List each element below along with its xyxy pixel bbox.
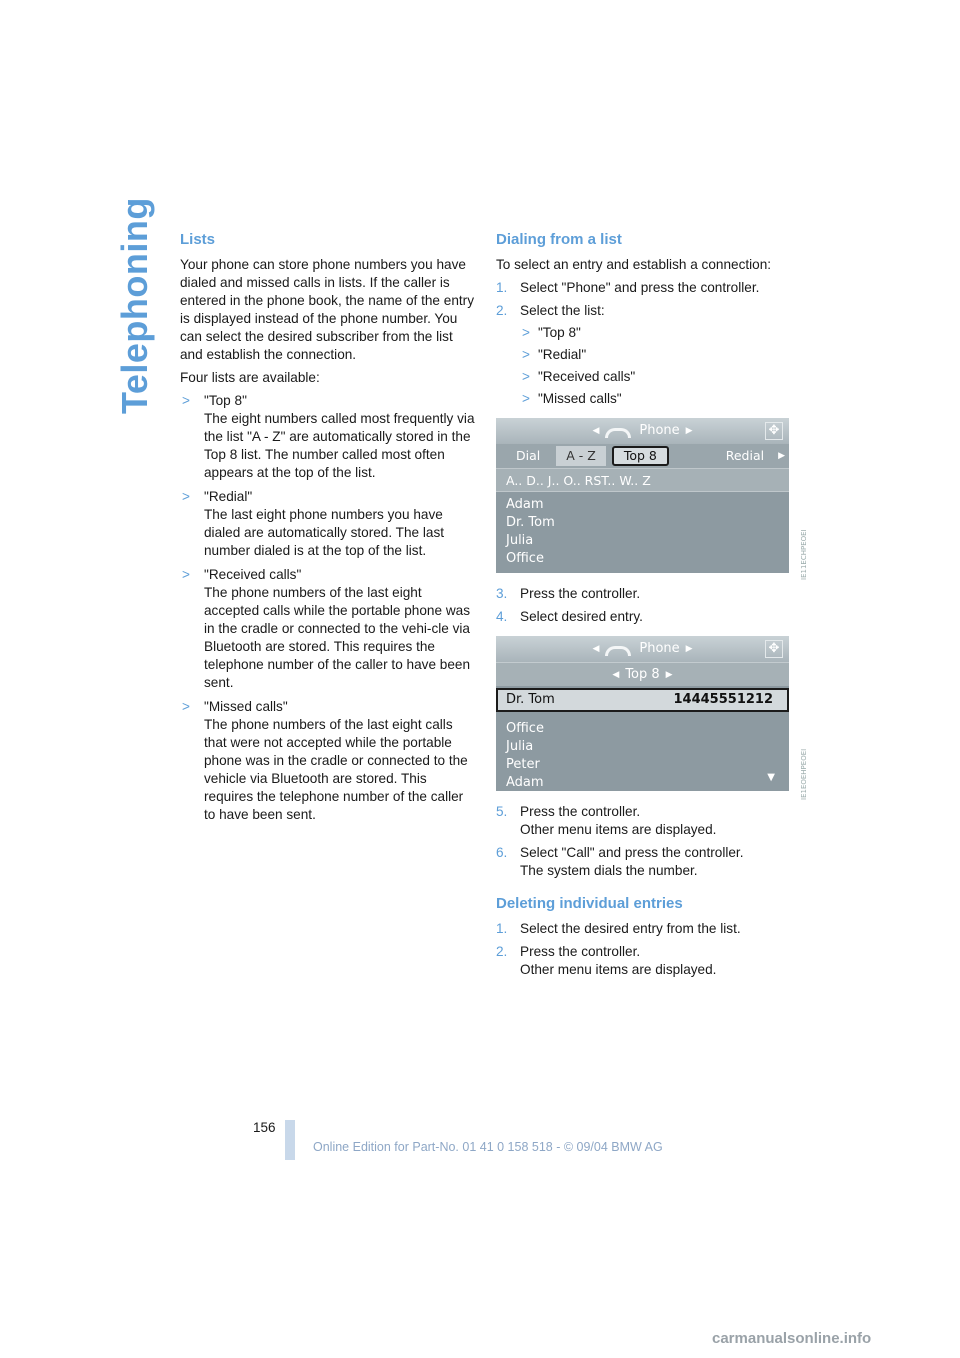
deleting-steps xyxy=(496,920,796,979)
step-number: 5. xyxy=(496,804,508,819)
step-item xyxy=(496,279,796,297)
handset-icon xyxy=(605,646,631,656)
list-item xyxy=(180,488,475,560)
list-subheader-title: Top 8 xyxy=(625,666,660,682)
selected-entry[interactable] xyxy=(496,688,789,712)
step-number: 2. xyxy=(496,303,508,318)
scroll-down-icon[interactable]: ▼ xyxy=(767,772,775,783)
bullet-marker: > xyxy=(182,393,190,408)
list-item[interactable]: Peter xyxy=(506,757,540,772)
image-code: IE11ECHPEOEI xyxy=(800,529,808,580)
step-number: 4. xyxy=(496,609,508,624)
list-item[interactable]: Office xyxy=(506,721,544,736)
list-item[interactable]: Adam xyxy=(506,775,544,790)
list-item[interactable]: Dr. Tom xyxy=(506,515,555,530)
step-number: 6. xyxy=(496,845,508,860)
step-item xyxy=(496,585,796,603)
step-text: Press the controller. xyxy=(520,944,641,959)
letter-index[interactable]: A.. D.. J.. O.. RST.. W.. Z xyxy=(496,468,789,492)
footer-bar xyxy=(285,1120,295,1160)
move-icon[interactable]: ✥ xyxy=(765,640,783,658)
step-number: 1. xyxy=(496,280,508,295)
left-column xyxy=(180,230,475,830)
step-item xyxy=(496,608,796,626)
list-item-title: "Top 8" xyxy=(204,393,247,408)
tab-top-8[interactable]: Top 8 xyxy=(612,446,669,466)
bullet-marker: > xyxy=(182,567,190,582)
screen-header xyxy=(496,418,789,444)
arrow-right-icon: ▶ xyxy=(665,669,673,680)
screen-header-title: Phone xyxy=(639,641,680,656)
arrow-right-icon: ▶ xyxy=(685,426,693,436)
watermark: carmanualsonline.info xyxy=(712,1330,872,1347)
bullet-marker: > xyxy=(522,347,530,362)
edition-note: Online Edition for Part-No. 01 41 0 158 518 - © 09/04 BMW AG xyxy=(313,1140,663,1154)
list-option-label: "Missed calls" xyxy=(537,391,622,406)
list-item xyxy=(180,698,475,824)
lists-intro: Your phone can store phone numbers you have dialed and missed calls in lists. If the caller is entered in the phone book, the name of the entry is displayed instead of the phone number. You can select the desired subscriber from the list and establish the connection. xyxy=(180,257,474,362)
list-item-title: "Missed calls" xyxy=(204,699,288,714)
list-option-label: "Redial" xyxy=(537,347,587,362)
dialing-intro: To select an entry and establish a connection: xyxy=(496,257,772,272)
list-item-desc: The phone numbers of the last eight accepted calls while the portable phone was in the cradle or connected to the vehi-cle via Bluetooth are stored. This requires the telephone number of the caller to have been sent. xyxy=(204,585,471,690)
step-text: Select "Phone" and press the controller. xyxy=(520,280,760,295)
top8-list-screen xyxy=(496,636,789,791)
step-text: Press the controller. xyxy=(520,804,641,819)
list-item xyxy=(180,392,475,482)
list-item[interactable]: Office xyxy=(506,551,544,566)
list-item-desc: The eight numbers called most frequently via the list "A - Z" are automatically stored in the Top 8 list. The number called most often appears at the top of the list. xyxy=(204,411,475,480)
bullet-marker: > xyxy=(522,325,530,340)
list-option-label: "Received calls" xyxy=(537,369,636,384)
step-text: Press the controller. xyxy=(520,586,641,601)
step-text: Select "Call" and press the controller. xyxy=(520,845,744,860)
step-subtext: Other menu items are displayed. xyxy=(520,962,717,977)
deleting-heading: Deleting individual entries xyxy=(496,895,683,912)
list-item-title: "Received calls" xyxy=(204,567,302,582)
move-icon[interactable]: ✥ xyxy=(765,422,783,440)
contact-names xyxy=(496,714,789,791)
list-subheader[interactable] xyxy=(496,662,789,686)
bullet-marker: > xyxy=(182,489,190,504)
list-item[interactable]: Julia xyxy=(506,533,534,548)
list-item[interactable]: Adam xyxy=(506,497,544,512)
step-item xyxy=(496,920,796,938)
list-options xyxy=(520,324,796,408)
list-option-label: "Top 8" xyxy=(537,325,581,340)
step-item xyxy=(496,302,796,408)
screen-tabs xyxy=(496,444,789,468)
image-code: IE1EOEHPEOEI xyxy=(800,748,808,800)
arrow-left-icon: ◀ xyxy=(592,644,600,654)
list-option xyxy=(520,368,796,386)
dialing-steps-final xyxy=(496,803,796,880)
dialing-steps xyxy=(496,279,796,408)
list-item-title: "Redial" xyxy=(204,489,253,504)
contact-names xyxy=(496,492,789,568)
list-option xyxy=(520,346,796,364)
step-number: 1. xyxy=(496,921,508,936)
arrow-right-icon: ▶ xyxy=(685,644,693,654)
step-text: Select the desired entry from the list. xyxy=(520,921,741,936)
step-number: 3. xyxy=(496,586,508,601)
list-item[interactable]: Julia xyxy=(506,739,534,754)
step-text: Select desired entry. xyxy=(520,609,643,624)
screen-header-title: Phone xyxy=(639,423,680,438)
step-item xyxy=(496,844,796,880)
handset-icon xyxy=(605,428,631,438)
right-column xyxy=(496,230,796,984)
section-title xyxy=(112,197,156,420)
lists-bullets xyxy=(180,392,475,824)
list-item xyxy=(180,566,475,692)
phone-list-screen xyxy=(496,418,789,573)
lists-count-intro: Four lists are available: xyxy=(180,370,320,385)
section-title-text: Telephoning xyxy=(114,197,155,414)
step-item xyxy=(496,803,796,839)
step-text: Select the list: xyxy=(520,303,605,318)
list-option xyxy=(520,324,796,342)
selected-entry-number: 14445551212 xyxy=(673,692,773,707)
list-item-desc: The phone numbers of the last eight calls that were not accepted while the portable phone was in the cradle or connected to the vehicle via Bluetooth are stored. This requires the telephone number of the caller to have been sent. xyxy=(204,717,468,822)
bullet-marker: > xyxy=(522,391,530,406)
dialing-heading: Dialing from a list xyxy=(496,231,622,248)
arrow-left-icon: ◀ xyxy=(612,669,620,680)
tab-dial[interactable]: Dial xyxy=(516,448,541,463)
arrow-left-icon: ◀ xyxy=(592,426,600,436)
list-item-desc: The last eight phone numbers you have dialed are automatically stored. The last number dialed is at the top of the list. xyxy=(204,507,445,558)
tab-a-z[interactable]: A - Z xyxy=(556,446,606,466)
step-subtext: Other menu items are displayed. xyxy=(520,822,717,837)
bullet-marker: > xyxy=(182,699,190,714)
page-number: 156 xyxy=(253,1120,276,1135)
dialing-steps-cont xyxy=(496,585,796,626)
bullet-marker: > xyxy=(522,369,530,384)
scroll-right-icon[interactable]: ▶ xyxy=(778,451,785,461)
lists-heading: Lists xyxy=(180,231,216,248)
list-option xyxy=(520,390,796,408)
tab-redial[interactable]: Redial xyxy=(725,448,765,463)
step-item xyxy=(496,943,796,979)
step-subtext: The system dials the number. xyxy=(520,863,698,878)
step-number: 2. xyxy=(496,944,508,959)
screen-header xyxy=(496,636,789,662)
selected-entry-name: Dr. Tom xyxy=(506,692,555,707)
